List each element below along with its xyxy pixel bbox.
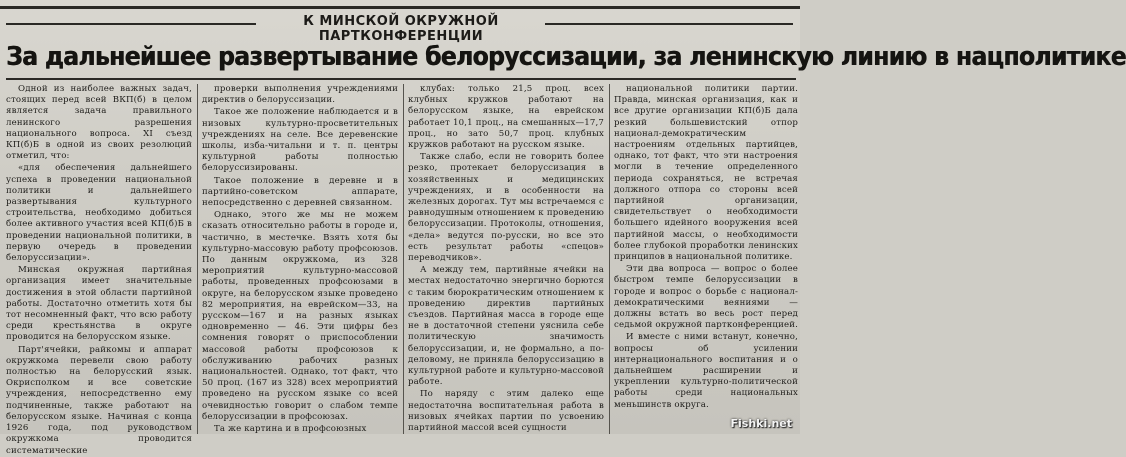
article-body <box>6 84 798 456</box>
paragraph: А между тем, партийные ячейки на местах недостаточно энергично борются с таким бюрократическим отношением к проведению директив партийных съездов. Партийная масса в городе еще не в достаточной степени уяснила себе политическую значимость белоруссизации, и, не формально, а по-деловому, не приняла белоруссизацию в культурной работе и культурно-массовой работе. <box>408 265 604 388</box>
paragraph: Однако, этого же мы не можем сказать относительно работы в городе и, частично, в местечке. Взять хотя бы культурно-массовую работу профсоюзов. По данным окружкома, из 328 мероприятий культурно-массовой работы, проведенных профсоюзами в округе, на белорусском языке проведено 82 мероприятия, на еврейском—33, на русском—167 и на разных языках одновременно — 46. Эти цифры без сомнения говорят о приспособлении массовой работы профсоюзов к обслуживанию рабочих разных национальностей. Однако, тот факт, что 50 проц. (167 из 328) всех мероприятий проведено на русском языке со всей очевидностью говорит о слабом темпе белоруссизации в профсоюзах. <box>202 210 398 422</box>
text-column-1 <box>6 84 192 456</box>
text-column-4 <box>614 84 798 436</box>
paragraph: Эти два вопроса — вопрос о более быстром темпе белоруссизации в городе и вопрос о борьбе с национал-демократическими веяниями — должны встать во весь рост перед седьмой окружной партконференцией. <box>614 264 798 331</box>
column-divider <box>197 84 198 434</box>
paragraph: проверки выполнения учреждениями директив о белоруссизации. <box>202 84 398 106</box>
watermark: Fishki.net <box>730 417 792 430</box>
paragraph: Та же картина и в профсоюзных <box>214 424 367 435</box>
paragraph: И вместе с ними встанут, конечно, вопросы об усилении интернационального воспитания и о дальнейшем расширении и укреплении культурно-политической работы среди национальных меньшинств округа. <box>614 332 798 410</box>
paragraph: клубах: только 21,5 проц. всех клубных кружков работают на белорусском языке, на еврейском работает 10,1 проц., на смешанных—17,7 проц., но зато 50,7 проц. клубных кружков работают на русском языке. <box>408 84 604 151</box>
article-headline: За дальнейшее развертывание белоруссизации, за ленинскую линию в нацполитике <box>6 36 796 80</box>
paragraph: Также слабо, если не говорить более резко, протекает белоруссизация в хозяйственных и медицинских учреждениях, и в особенности на железных дорогах. Тут мы встречаемся с равнодушным отношением к проведению белоруссизации. Протоколы, отношения, «дела» ведутся по-русски, но все это есть результат работы «спецов» переводчиков». <box>408 152 604 264</box>
paragraph: Одной из наиболее важных задач, стоящих перед всей ВКП(б) в целом является задача правильного ленинского разрешения национального вопроса. XI съезд КП(б)Б в одной из своих резолюций отметил, что: <box>6 84 192 162</box>
text-column-2 <box>202 84 398 436</box>
rubric-title: К МИНСКОЙ ОКРУЖНОЙ ПАРТКОНФЕРЕНЦИИ <box>303 14 499 44</box>
column-divider <box>403 84 404 434</box>
paragraph: По наряду с этим далеко еще недостаточна воспитательная работа в низовых ячейках партии по усвоению партийной массой всей сущности <box>408 389 604 434</box>
top-rule <box>0 6 800 9</box>
paragraph: Такое положение в деревне и в партийно-советском аппарате, непосредственно с деревней связанном. <box>202 175 398 209</box>
paragraph: национальной политики партии. Правда, минская организация, как и все другие организации КП(б)Б дала резкий большевистский отпор национал-демократическим настроениям отдельных партийцев, однако, тот факт, что эти настроения могли в течение определенного периода сохраняться, не встречая должного отпора со стороны всей партийной организации, свидетельствует о необходимости большего идейного вооружения всей партийной массы, о необходимости более глубокой проработки ленинских принципов в национальной политике. <box>614 84 798 263</box>
rubric-bar <box>0 12 800 44</box>
paragraph: «для обеспечения дальнейшего успеха в проведении национальной политики и дальнейшего развертывания культурного строительства, необходимо добиться более активного участия всей КП(б)Б в проведении национальной политики, в первую очередь в проведении белоруссизации». <box>6 163 192 264</box>
paragraph: Парт'ячейки, райкомы и аппарат окружкома перевели свою работу полностью на белорусский язык. Окрисполком и все советские учреждения, непосредственно ему подчиненные, также работают на белорусском языке. Начиная с конца 1926 года, под руководством окружкома проводится систематические <box>6 344 192 456</box>
column-divider <box>609 84 610 434</box>
paragraph: Такое же положение наблюдается и в низовых культурно-просветительных учреждениях на селе. Все деревенские школы, изба-читальни и т. п. центры культурной работы полностью белоруссизированы. <box>202 107 398 174</box>
rubric-rule-left <box>6 23 256 25</box>
rubric-rule-right <box>545 23 793 25</box>
paragraph: Минская окружная партийная организация имеет значительные достижения в этой области партийной работы. Достаточно отметить хотя бы тот несомненный факт, что всю работу среди крестьянства в округе проводится на белорусском языке. <box>6 265 192 343</box>
text-column-3 <box>408 84 604 436</box>
